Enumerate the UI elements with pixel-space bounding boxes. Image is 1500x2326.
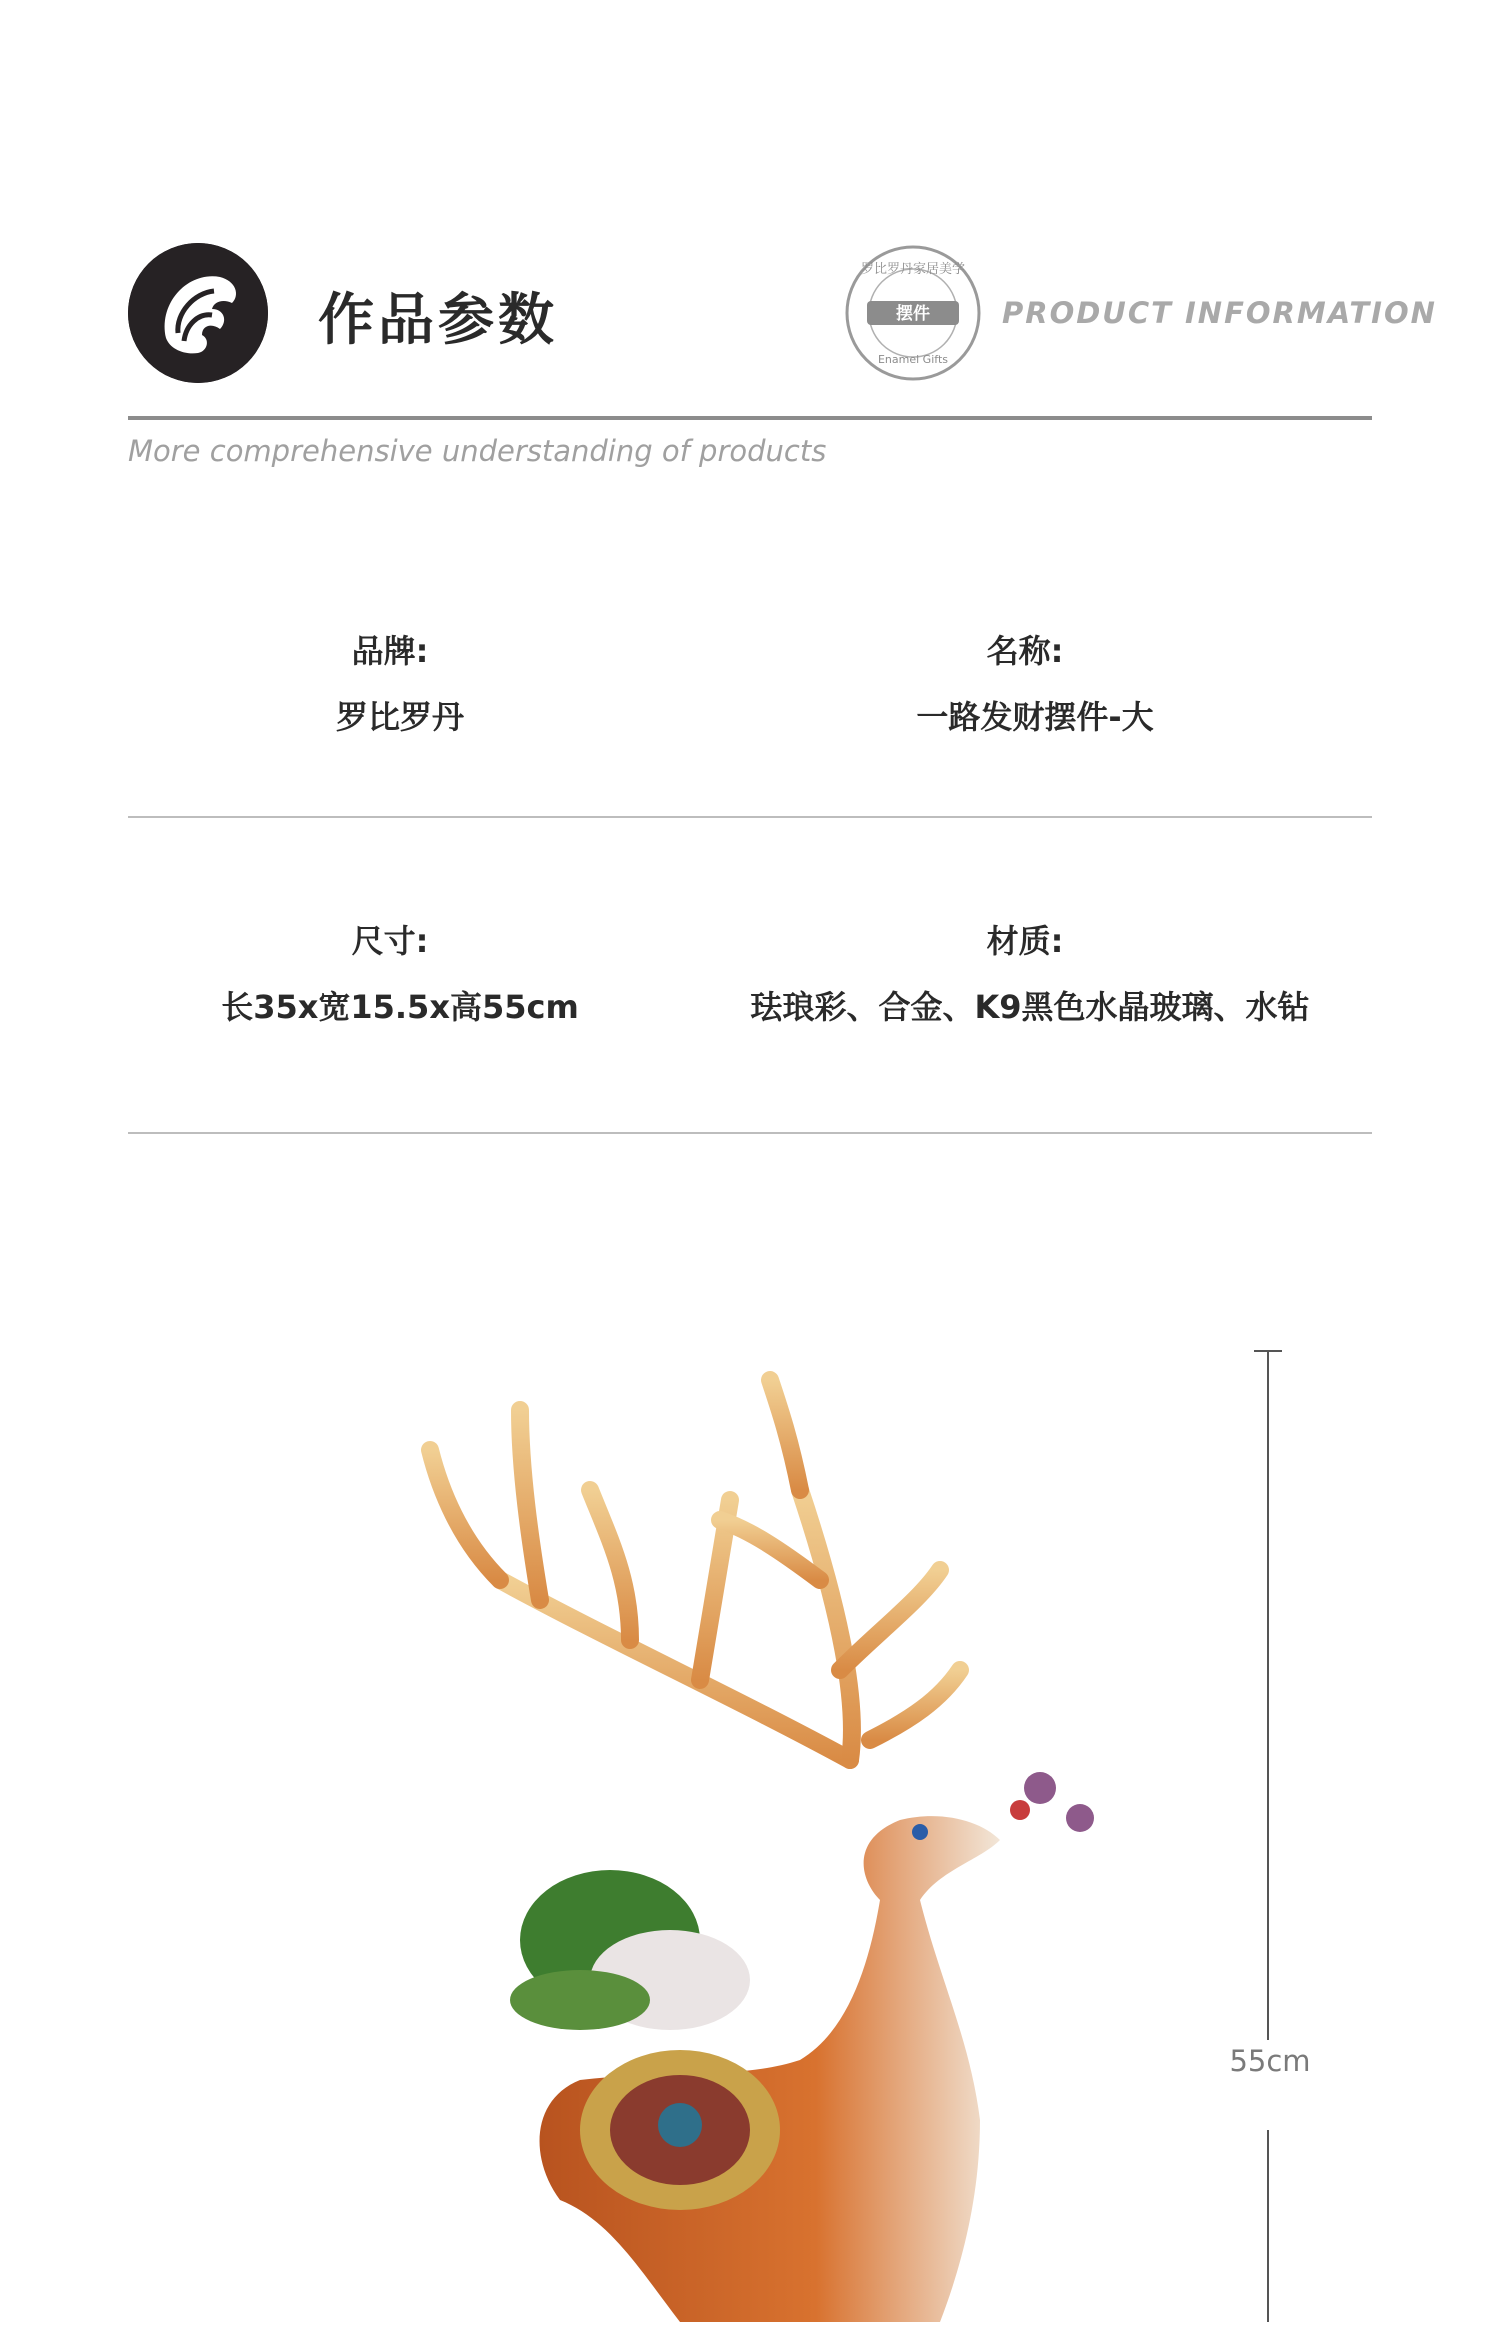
dimension-line bbox=[1267, 2130, 1269, 2322]
spec-divider bbox=[128, 816, 1372, 818]
spec-divider bbox=[128, 1132, 1372, 1134]
ruyi-ornament bbox=[1066, 1804, 1094, 1832]
product-information-label: PRODUCT INFORMATION bbox=[1002, 296, 1437, 330]
cabbage-ornament bbox=[510, 1870, 750, 2030]
size-label: 尺寸: bbox=[351, 922, 429, 960]
brand-logo bbox=[128, 243, 268, 383]
ruyi-ornament bbox=[1010, 1800, 1030, 1820]
height-dimension-label: 55cm bbox=[1229, 2044, 1311, 2078]
stamp-center-text: 摆件 bbox=[896, 304, 930, 324]
deer-figurine-illustration bbox=[380, 1340, 1160, 2322]
brand-value: 罗比罗丹 bbox=[335, 698, 464, 736]
lion-logo-icon bbox=[128, 243, 268, 383]
material-value: 珐琅彩、合金、K9黑色水晶玻璃、水钻 bbox=[750, 988, 1310, 1026]
antlers bbox=[430, 1380, 960, 1760]
section-subtitle: More comprehensive understanding of products bbox=[128, 434, 827, 468]
ruyi-ornament bbox=[1024, 1772, 1056, 1804]
deer-eye bbox=[912, 1824, 928, 1840]
material-label: 材质: bbox=[986, 922, 1064, 960]
section-title: 作品参数 bbox=[318, 288, 558, 353]
stamp-top-text: 罗比罗丹家居美学 bbox=[860, 262, 966, 277]
size-value: 长35x宽15.5x高55cm bbox=[221, 988, 579, 1026]
brand-label: 品牌: bbox=[351, 632, 429, 670]
name-value: 一路发财摆件-大 bbox=[916, 698, 1154, 736]
header-rule bbox=[128, 416, 1372, 420]
name-label: 名称: bbox=[986, 632, 1064, 670]
stamp-bottom-text: Enamel Gifts bbox=[877, 353, 949, 366]
brand-stamp bbox=[843, 243, 983, 383]
dimension-line bbox=[1267, 1352, 1269, 2040]
product-image bbox=[380, 1340, 1160, 2322]
